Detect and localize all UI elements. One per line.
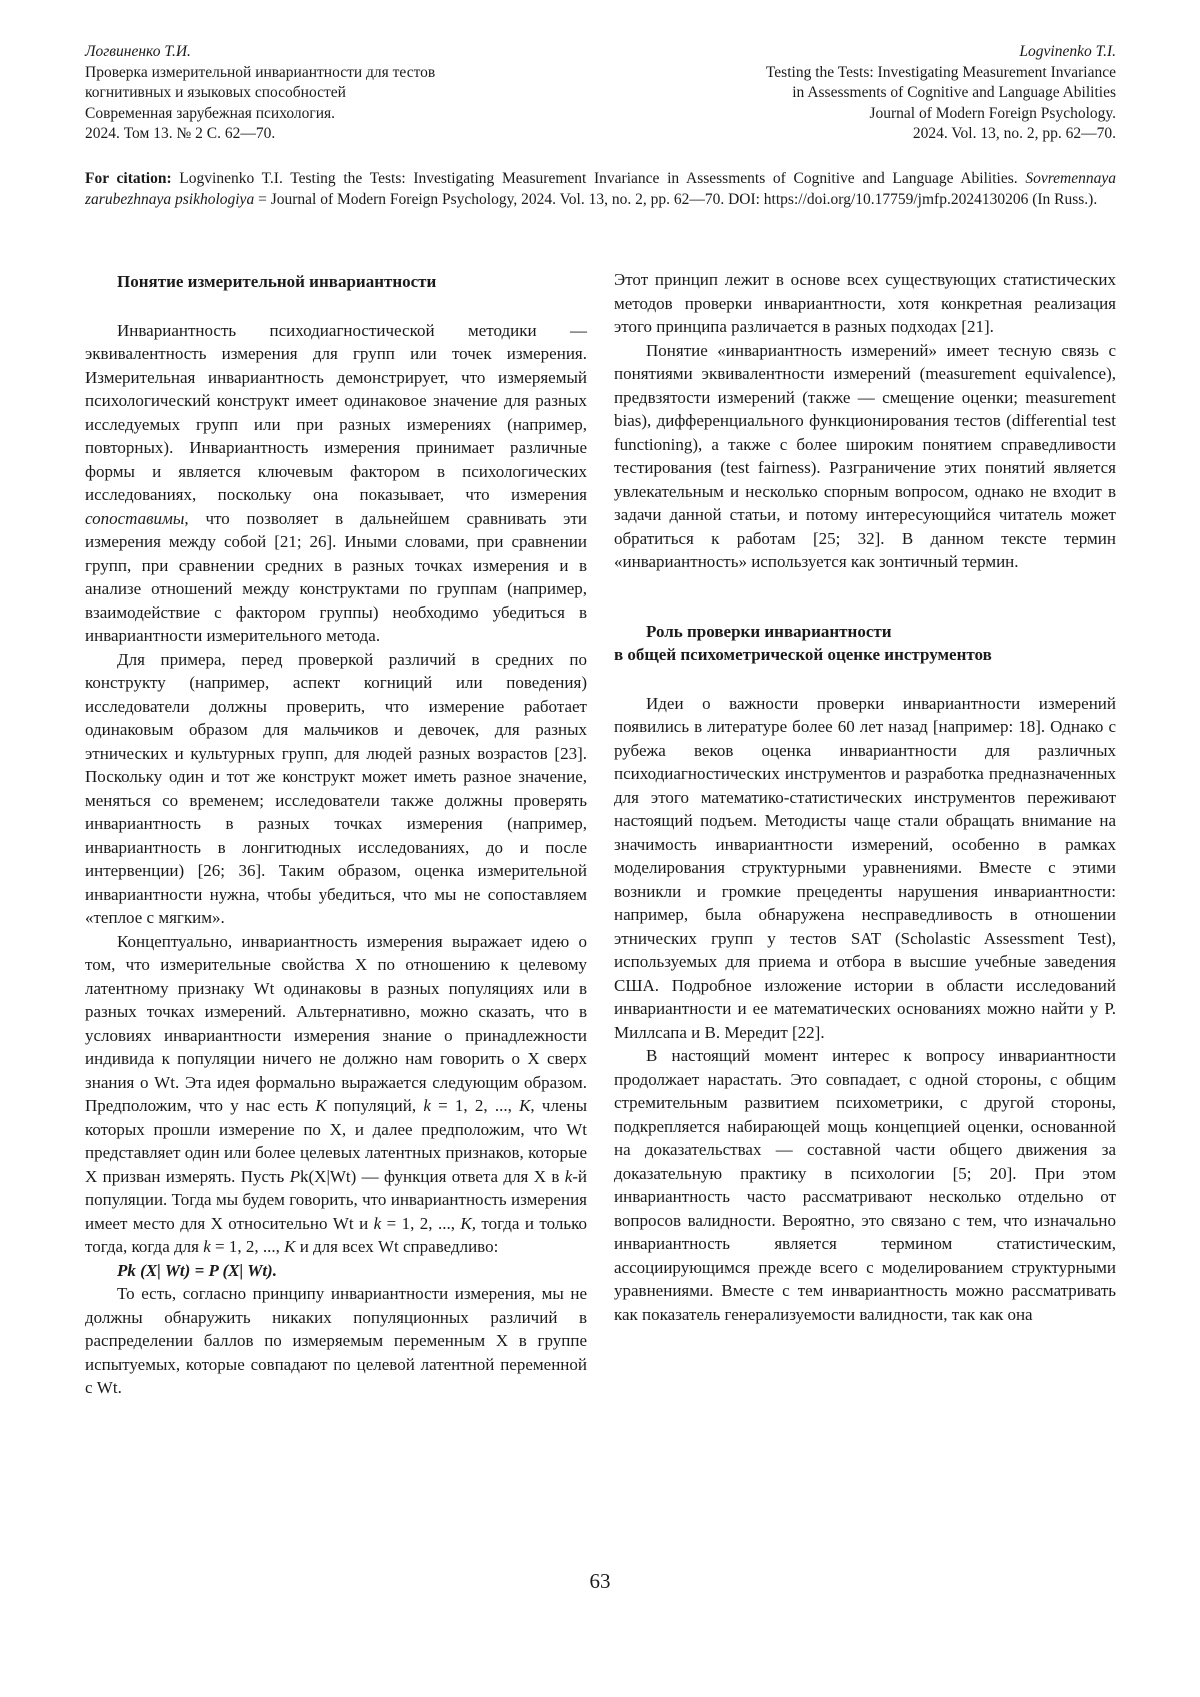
title-en-line1: Testing the Tests: Investigating Measurement Invariance: [765, 63, 1116, 81]
citation-text-2: = Journal of Modern Foreign Psychology, 2024. Vol. 13, no. 2, pp. 62—70. DOI: https://doi.org/10.17759/jmfp.2024130206 (In Russ.).: [254, 191, 1098, 208]
running-header-ru: [85, 42, 555, 145]
paragraph: Идеи о важности проверки инвариантности измерений появились в литературе более 60 лет назад [например: 18]. Однако с рубежа веков оценка инвариантности для различных психодиагностических инструментов и разработка предназначенных для этого математико-статистических инструментов переживают настоящий подъем. Методисты чаще стали обращать внимание на значимость инвариантности измерений, особенно в рамках моделирования структурными уравнениями. Вместе с этими возникли и громкие прецеденты нарушения инвариантности: например, была обнаружена несправедливость в отношении этнических групп у тестов SAT (Scholastic Assessment Test), используемых для приема и отбора в высшие учебные заведения США. Подробное изложение истории в области исследований инвариантности и ее математических основаниях можно найти у Р. Миллсапа и В. Мередит [22].: [614, 693, 1116, 1042]
section-heading-role: Роль проверки инвариантности в общей психометрической оценке инструментов: [614, 621, 992, 664]
left-column: [85, 270, 587, 1400]
title-ru-line2: когнитивных и языковых способностей: [85, 84, 346, 101]
title-en-line2: in Assessments of Cognitive and Language Abilities: [792, 84, 1116, 101]
citation-journal: Sovremennaya zarubezhnaya psikhologiya: [85, 170, 1116, 208]
citation-block: [85, 168, 1116, 210]
paragraph: Концептуально, инвариантность измерения выражает идею о том, что измерительные свойства X по отношению к целевому латентному признаку Wt одинаковы в разных популяциях или в разных точках измерений. Альтернативно, можно сказать, что в условиях инвариантности измерения знание о принадлежности индивида к популяции ничего не должно нам говорить о X сверх знания о Wt. Эта идея формально выражается следующим образом. Предположим, что у нас есть K популяций, k = 1, 2, ..., K, члены которых прошли измерение по X, и далее предположим, что Wt представляет один или более целевых латентных признаков, которые X призван измерять. Пусть Pk(X|Wt) — функция ответа для X в k-й популяции. Тогда мы будем говорить, что инвариантность измерения имеет место для X относительно Wt и k = 1, 2, ..., K, тогда и только тогда, когда для k = 1, 2, ..., K и для всех Wt справедливо:: [85, 931, 587, 1256]
paragraph: Инвариантность психодиагностической методики — эквивалентность измерения для групп или точек измерения. Измерительная инвариантность демонстрирует, что измеряемый психологический конструкт имеет одинаковое значение для разных исследуемых групп или при разных измерениях (например, повторных). Инвариантность измерения принимает различные формы и является ключевым фактором в психологических исследованиях, поскольку она показывает, что измерения сопоставимы, что позволяет в дальнейшем сравнивать эти измерения между собой [21; 26]. Иными словами, при сравнении групп, при сравнении средних в разных точках измерения и в анализе отношений между конструктами по группам (например, взаимодействие с фактором группы) необходимо убедиться в инвариантности измерительного метода.: [85, 320, 587, 645]
section-heading-invariance: Понятие измерительной инвариантности: [117, 272, 437, 291]
title-ru-line1: Проверка измерительной инвариантности для тестов: [85, 63, 436, 81]
paragraph: Этот принцип лежит в основе всех существующих статистических методов проверки инвариантности, хотя конкретная реализация этого принципа различается в разных подходах [21].: [614, 270, 1116, 336]
journal-ru: Современная зарубежная психология.: [85, 104, 336, 122]
paragraph: То есть, согласно принципу инвариантности измерения, мы не должны обнаружить никаких популяционных различий в распределении баллов по измеряемым переменным X в группе испытуемых, которые совпадают по целевой латентной переменной с Wt.: [85, 1284, 587, 1397]
journal-en: Journal of Modern Foreign Psychology.: [869, 104, 1116, 122]
paragraph: В настоящий момент интерес к вопросу инвариантности продолжает нарастать. Это совпадает, с одной стороны, с общим стремительным развитием психометрики, с другой стороны, подкрепляется набирающей мощь концепцией оценки, основанной на доказательствах — составной части общего движения за доказательную практику в психологии [5; 20]. При этом инвариантность часто рассматривают несколько отдельно от вопросов валидности. Вероятно, это связано с тем, что изначально инвариантность является термином статистическим, ассоциирующимся прежде всего с моделированием структурными уравнениями. Вместе с тем инвариантность можно рассматривать как показатель генерализуемости валидности, так как она: [614, 1046, 1116, 1324]
page-number: 63: [589, 1569, 611, 1593]
citation-text-1: Logvinenko T.I. Testing the Tests: Investigating Measurement Invariance in Assessments of Cognitive and Language Abilities.: [171, 170, 1026, 187]
paragraph: Для примера, перед проверкой различий в средних по конструкту (например, аспект когниций или поведения) исследователи должны проверить, что измерение работает одинаковым образом для мальчиков и девочек, для разных этнических и культурных групп, для людей разных возрастов [23]. Поскольку один и тот же конструкт может иметь разное значение, меняться со временем; исследователи также должны проверять инвариантность в разных точках измерения (например, инвариантность в лонгитюдных исследованиях, до и после интервенции) [26; 36]. Таким образом, оценка измерительной инвариантности нужна, чтобы убедиться, что мы не сопоставляем «теплое с мягким».: [85, 649, 587, 927]
equation: Pk (X| Wt) = P (X| Wt).: [117, 1260, 277, 1280]
right-column: [614, 268, 1116, 1326]
issue-ru: 2024. Том 13. № 2 С. 62—70.: [85, 125, 276, 142]
issue-en: 2024. Vol. 13, no. 2, pp. 62—70.: [912, 125, 1116, 142]
running-header-en: [596, 42, 1116, 145]
paragraph: Понятие «инвариантность измерений» имеет тесную связь с понятиями эквивалентности измерений (measurement equivalence), предвзятости измерений (также — смещение оценки; measurement bias), дифференциального функционирования тестов (differential test functioning), а также с более широким понятием справедливости тестирования (test fairness). Разграничение этих понятий является увлекательным и несколько спорным вопросом, однако не входит в задачи данной статьи, и потому интересующийся читатель может обратиться к работам [25; 32]. В данном тексте термин «инвариантность» используется как зонтичный термин.: [614, 340, 1116, 571]
author-ru: Логвиненко Т.И.: [85, 43, 191, 60]
citation-label: For citation:: [85, 170, 172, 187]
author-en: Logvinenko T.I.: [1019, 43, 1116, 60]
